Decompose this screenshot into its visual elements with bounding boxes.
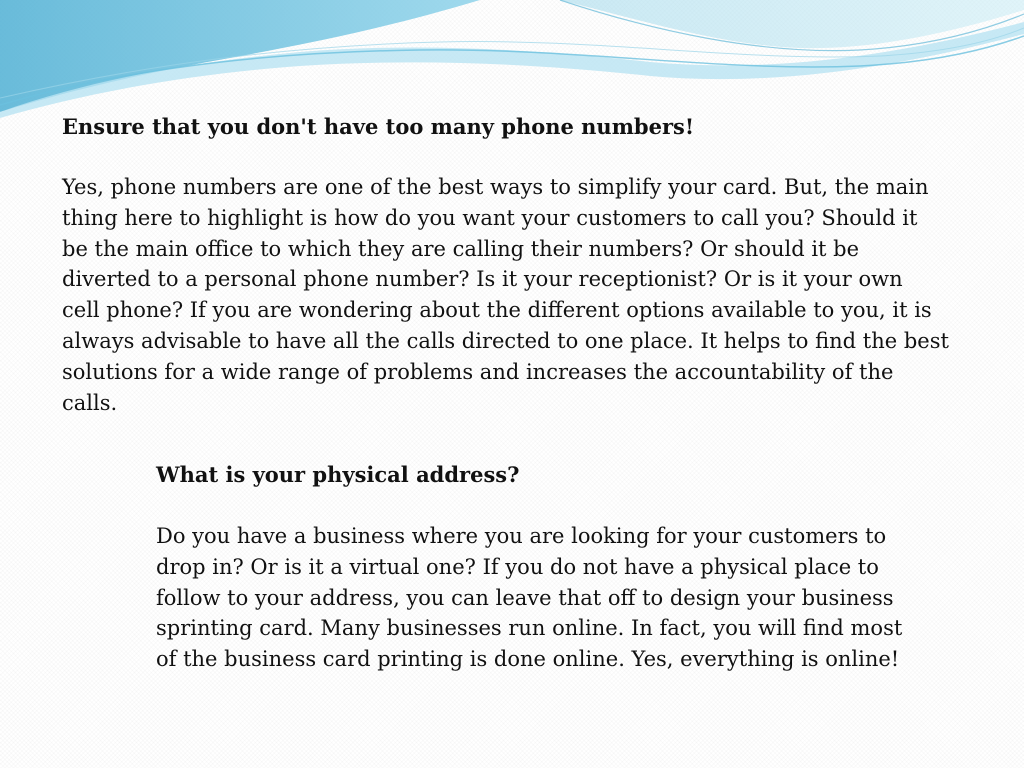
header-wave-decoration	[0, 0, 1024, 130]
paragraph-line: sprinting card. Many businesses run online. In fact, you will find most	[156, 616, 903, 641]
paragraph-line: cell phone? If you are wondering about the different options available to you, it is	[62, 298, 932, 323]
section-heading-phone-numbers: Ensure that you don't have too many phone numbers!	[62, 114, 695, 139]
paragraph-line: solutions for a wide range of problems and increases the accountability of the	[62, 359, 894, 384]
paragraph-line: always advisable to have all the calls directed to one place. It helps to find the best	[62, 328, 949, 353]
paragraph-line: Do you have a business where you are looking for your customers to	[156, 524, 887, 548]
paragraph-line: of the business card printing is done online. Yes, everything is online!	[156, 647, 900, 672]
paragraph-line: thing here to highlight is how do you want your customers to call you? Should it	[62, 205, 918, 230]
paragraph-line: be the main office to which they are calling their numbers? Or should it be	[62, 236, 860, 261]
paragraph-line: Yes, phone numbers are one of the best ways to simplify your card. But, the main	[62, 175, 929, 199]
paragraph-line: follow to your address, you can leave that off to design your business	[156, 585, 894, 610]
section-heading-physical-address: What is your physical address?	[156, 462, 520, 487]
paragraph-line: diverted to a personal phone number? Is it your receptionist? Or is it your own	[62, 267, 903, 292]
paragraph-line: calls.	[62, 390, 118, 415]
section-body-physical-address	[156, 521, 936, 675]
section-body-phone-numbers	[62, 172, 962, 418]
paragraph-line: drop in? Or is it a virtual one? If you do not have a physical place to	[156, 554, 879, 579]
